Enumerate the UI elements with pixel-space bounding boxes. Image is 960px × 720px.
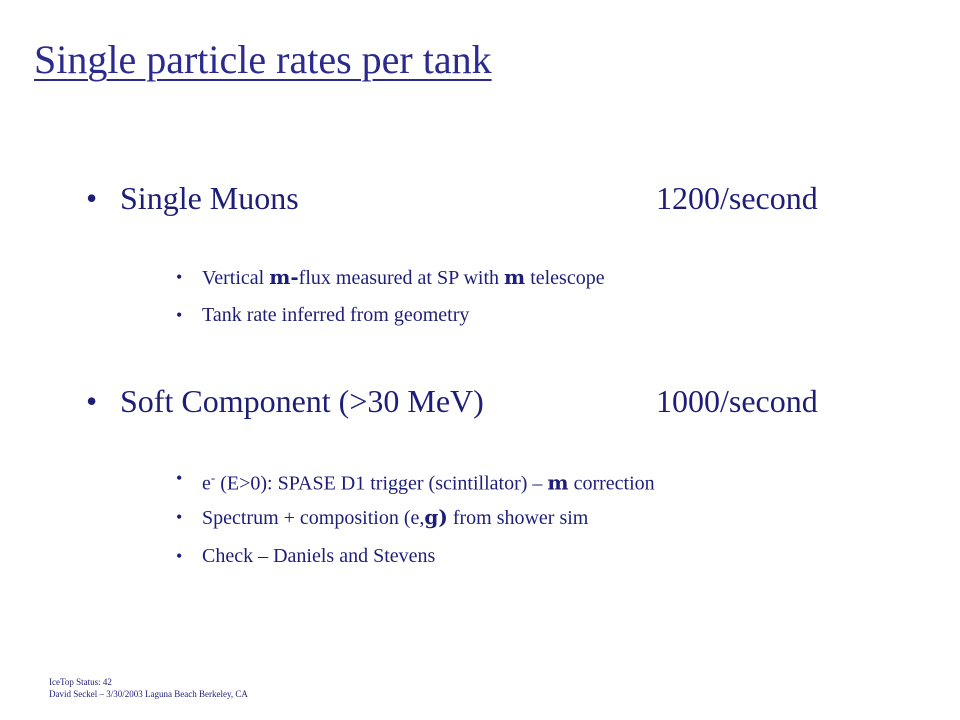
subbullet-dot: • xyxy=(176,468,183,488)
subbullet-text: Tank rate inferred from geometry xyxy=(202,304,470,326)
mu-symbol: m xyxy=(547,470,569,495)
bullet-rate: 1200/second xyxy=(656,180,818,216)
superscript-minus: - xyxy=(210,470,216,485)
bullet-rate: 1000/second xyxy=(656,383,818,419)
bullet-dot: • xyxy=(86,180,98,216)
bullet-label: Soft Component (>30 MeV) xyxy=(120,383,484,419)
paren-symbol: ) xyxy=(438,505,448,529)
subbullet-dot: • xyxy=(176,305,183,325)
minus-symbol: - xyxy=(290,265,299,289)
slide-title: Single particle rates per tank xyxy=(34,37,492,82)
subbullet-dot: • xyxy=(176,267,183,287)
subbullet-text: e- (E>0): SPASE D1 trigger (scintillator) – m correction xyxy=(202,470,655,495)
mu-symbol: m xyxy=(269,265,291,289)
footer-author: David Seckel – 3/30/2003 Laguna Beach Berkeley, CA xyxy=(49,689,248,699)
footer-status: IceTop Status: 42 xyxy=(49,677,112,687)
bullet-dot: • xyxy=(86,383,98,419)
subbullet-dot: • xyxy=(176,507,183,527)
subbullet-dot: • xyxy=(176,546,183,566)
bullet-label: Single Muons xyxy=(120,180,299,216)
subbullet-text: Vertical m-flux measured at SP with m telescope xyxy=(202,265,605,289)
mu-symbol: m xyxy=(504,265,526,289)
gamma-symbol: g xyxy=(424,505,439,529)
subbullet-text: Spectrum + composition (e,g) from shower sim xyxy=(202,505,589,529)
subbullet-text: Check – Daniels and Stevens xyxy=(202,545,436,567)
